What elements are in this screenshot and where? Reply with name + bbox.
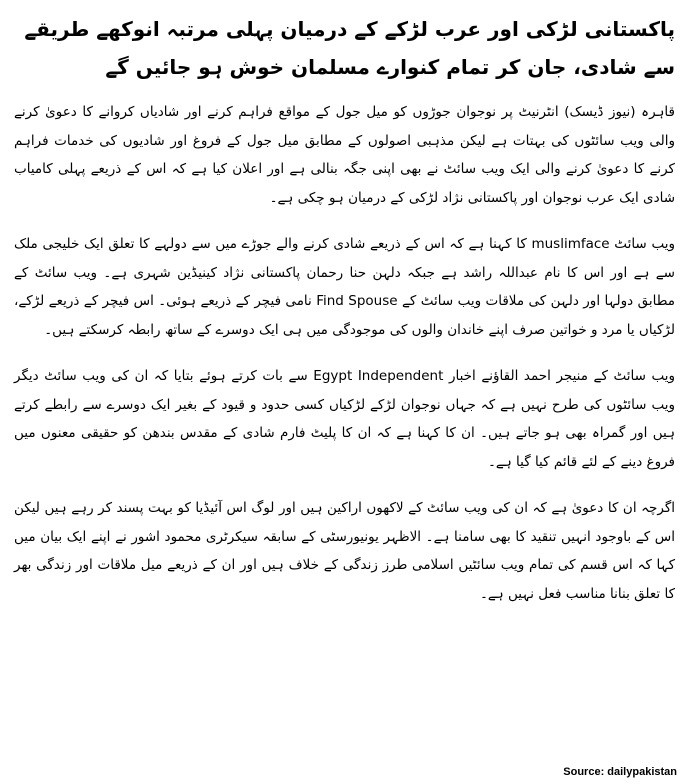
source-credit: Source: dailypakistan: [563, 766, 677, 778]
article-paragraph-1: قاہرہ (نیوز ڈیسک) انٹرنیٹ پر نوجوان جوڑوں کو میل جول کے مواقع فراہم کرنے اور شادیاں کروانے کا دعویٰ کرنے والی ویب سائٹوں کی بہتات ہے لیکن مذہبی اصولوں کے مطابق میل جول کے فروغ اور شادیوں کی خدمات فراہم کرنے کا دعویٰ کرنے والی ایک ویب سائٹ نے بھی اپنی جگہ بنالی ہے اور اعلان کیا ہے کہ اس کے ذریعے پہلی کامیاب شادی ایک عرب نوجوان اور پاکستانی نژاد لڑکی کے درمیان ہو چکی ہے۔: [14, 104, 675, 206]
article-paragraph-3: ویب سائٹ کے منیجر احمد القاؤنے اخبار Egypt Independent سے بات کرتے ہوئے بتایا کہ ان کی ویب سائٹ دیگر ویب سائٹوں کی طرح نہیں ہے کہ جہاں نوجوان لڑکے لڑکیاں کسی حدود و قیود کے بغیر ایک دوسرے سے رابطے کرتے ہیں اور گمراہ بھی ہو جاتے ہیں۔ ان کا کہنا ہے کہ ان کا پلیٹ فارم شادی کے مقدس بندھن کو حقیقی معنوں میں فروغ دینے کے لئے قائم کیا گیا ہے۔: [14, 368, 676, 470]
article-paragraph-2: ویب سائٹ muslimface کا کہنا ہے کہ اس کے ذریعے شادی کرنے والے جوڑے میں سے دولہے کا تعلق ایک خلیجی ملک سے ہے اور اس کا نام عبداللہ راشد ہے جبکہ دلہن حنا رحمان پاکستانی نژاد کینیڈین شہری ہے۔ ویب سائٹ کے مطابق دولہا اور دلہن کی ملاقات ویب سائٹ کے Find Spouse نامی فیچر کے ذریعے ہوئی۔ اس فیچر کے ذریعے لڑکے، لڑکیاں یا مرد و خواتین صرف اپنے خاندان والوں کی موجودگی میں ہی ایک دوسرے کے ساتھ رابطہ کرسکتے ہیں۔: [14, 236, 675, 338]
article-paragraph-4: اگرچہ ان کا دعویٰ ہے کہ ان کی ویب سائٹ کے لاکھوں اراکین ہیں اور لوگ اس آئیڈیا کو بہت پسند کر رہے ہیں لیکن اس کے باوجود انہیں تنقید کا بھی سامنا ہے۔ الاظہر یونیورسٹی کے سابقہ سیکرٹری محمود اشور نے اپنے ایک بیان میں کہا کہ اس قسم کی تمام ویب سائٹیں اسلامی طرز زندگی کے خلاف ہیں اور ان کے ذریعے میل ملاقات اور زندگی بھر کا تعلق بنانا مناسب فعل نہیں ہے۔: [14, 500, 675, 602]
article-headline: پاکستانی لڑکی اور عرب لڑکے کے درمیان پہلی مرتبہ انوکھے طریقے سے شادی، جان کر تمام کنوارے مسلمان خوش ہو جائیں گے: [24, 17, 675, 79]
